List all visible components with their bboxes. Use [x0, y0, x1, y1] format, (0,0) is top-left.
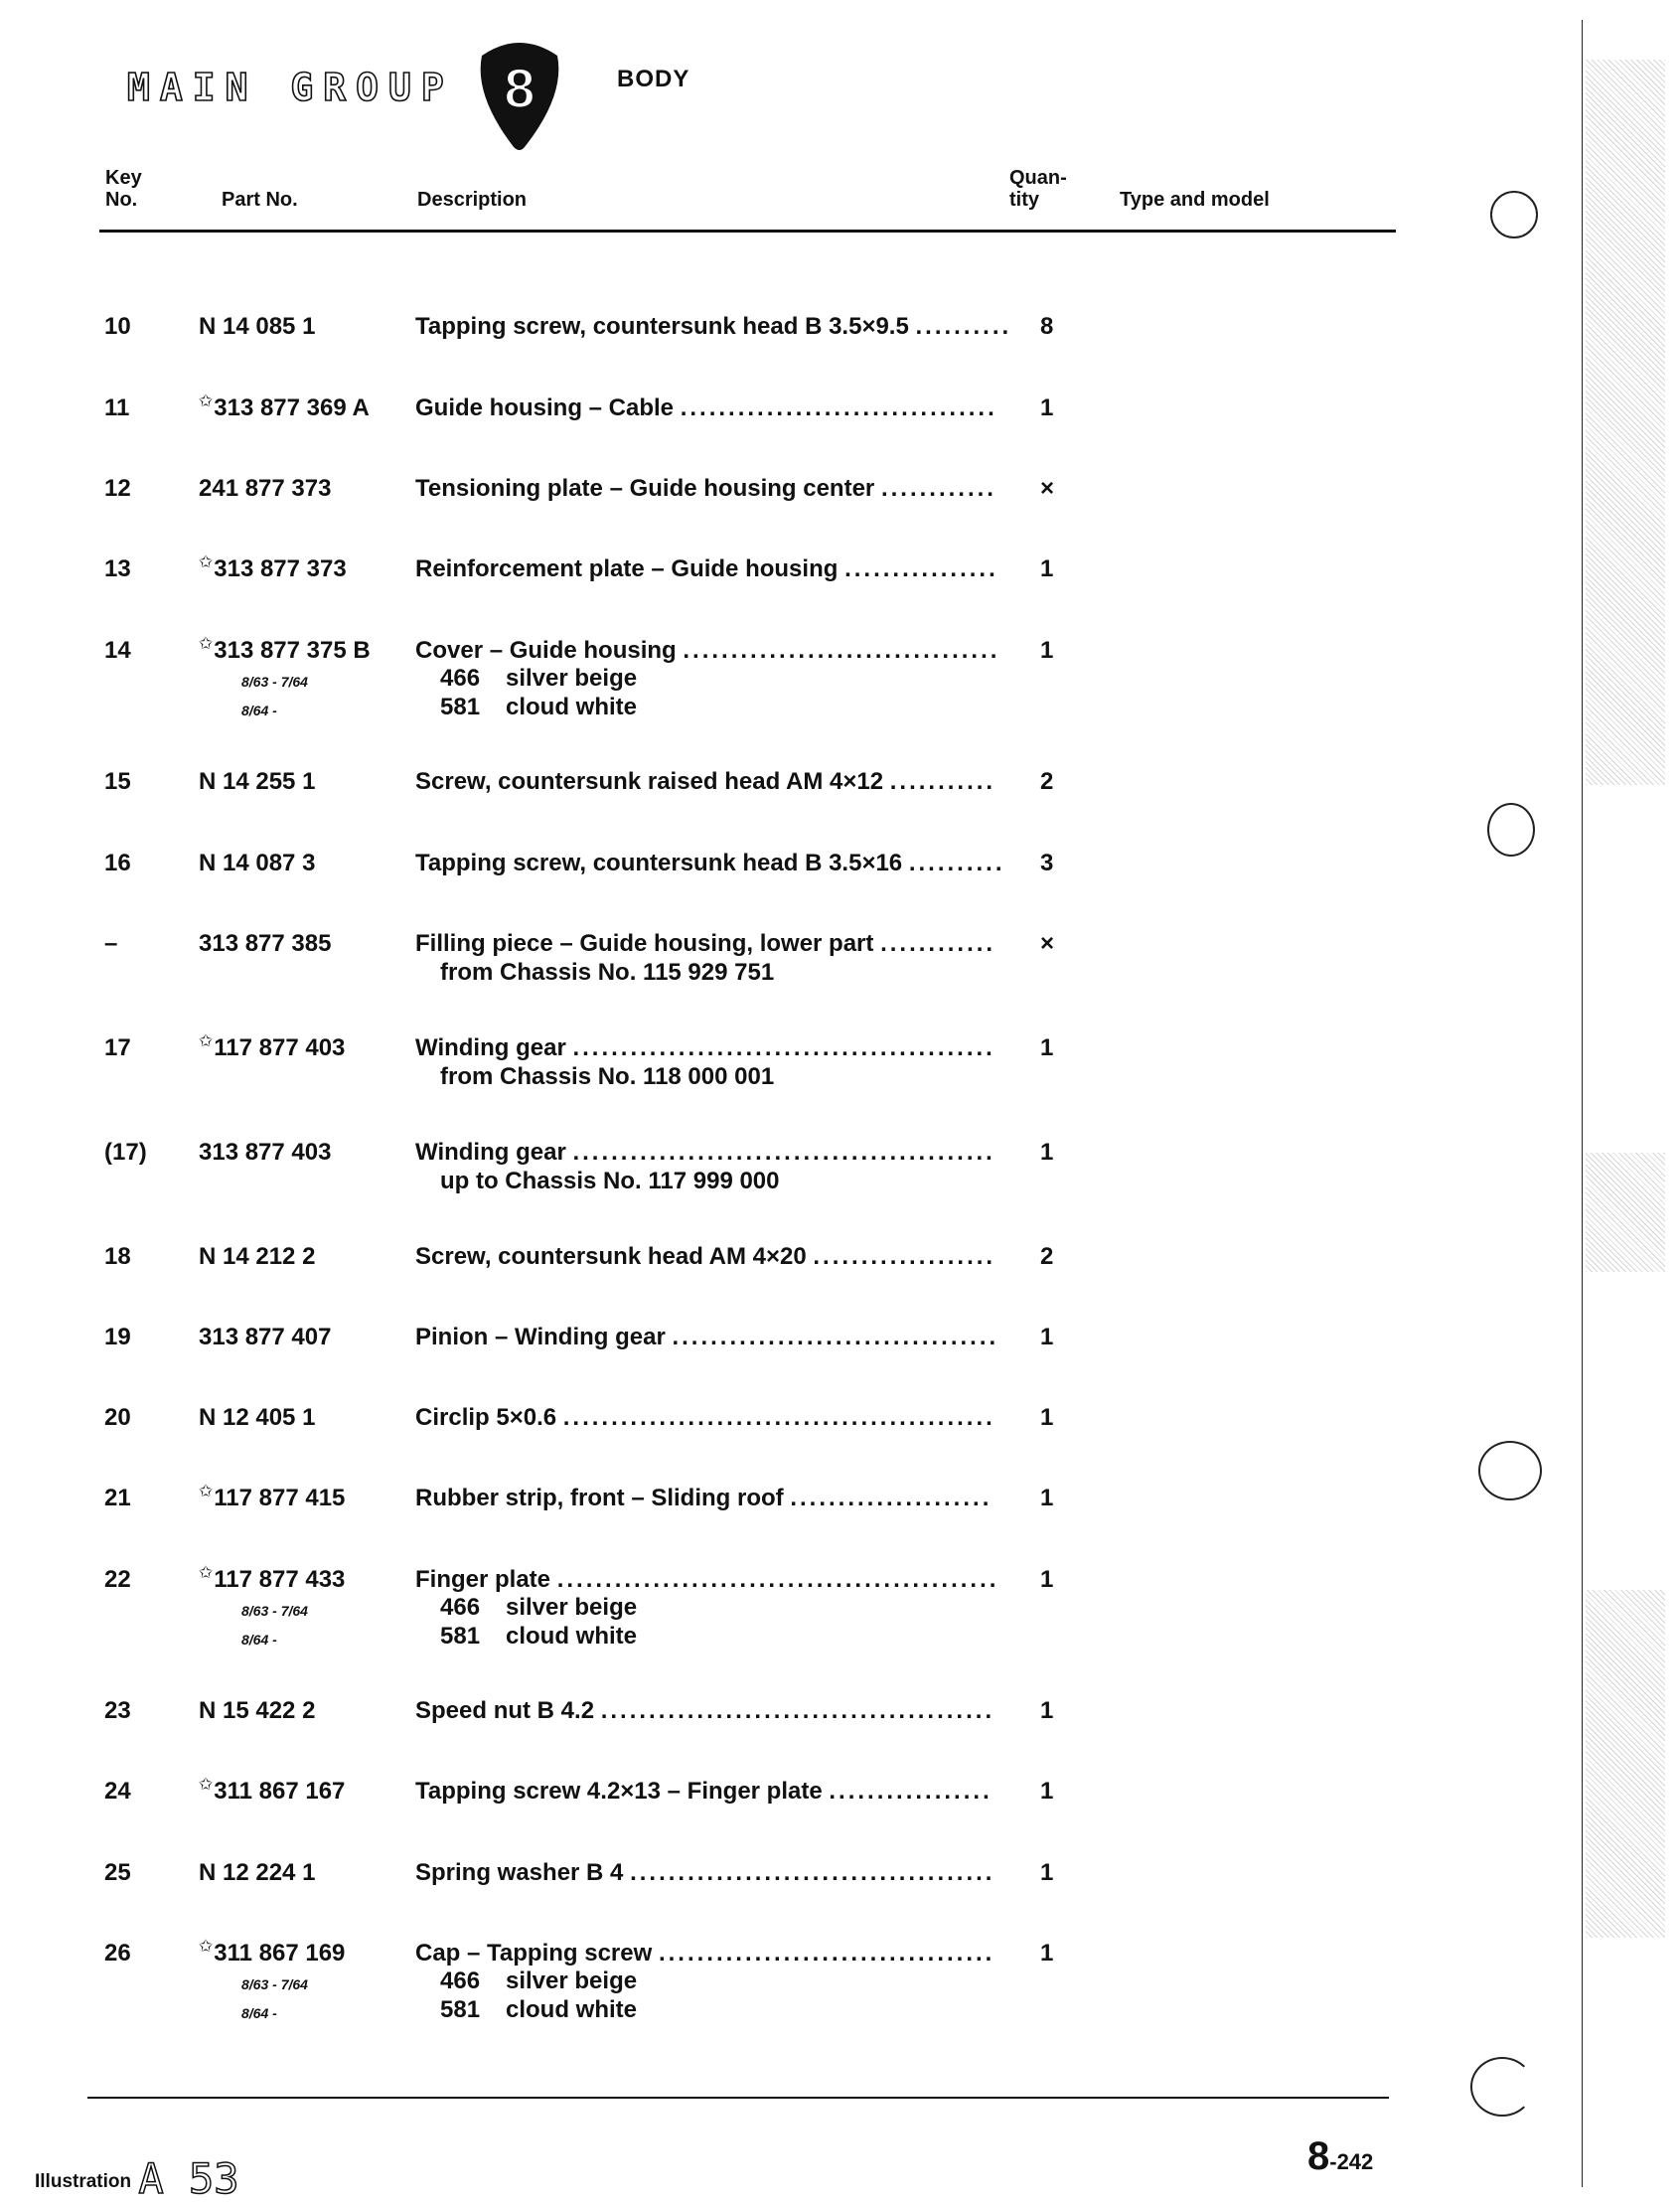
part-no-value: N 12 405 1 — [199, 1404, 316, 1431]
key-no: 20 — [104, 1404, 131, 1431]
illustration-code: A 53 — [138, 2154, 239, 2203]
date-range: 8/63 - 7/64 — [241, 1976, 308, 1992]
color-variant — [440, 1622, 637, 1651]
color-code: 581 — [440, 694, 481, 720]
page-main: 8 — [1307, 2134, 1330, 2178]
section-title: BODY — [617, 66, 690, 92]
footer-rule — [87, 2097, 1389, 2099]
part-no-value: N 14 085 1 — [199, 313, 316, 340]
part-no-value: 241 877 373 — [199, 475, 332, 502]
punch-hole — [1487, 803, 1535, 857]
key-no: 21 — [104, 1485, 131, 1511]
color-variants — [440, 1967, 637, 2024]
description — [415, 393, 997, 422]
description — [415, 1138, 995, 1195]
description — [415, 849, 1005, 877]
part-no — [199, 849, 315, 877]
key-no: 19 — [104, 1324, 131, 1350]
key-no: 16 — [104, 850, 131, 876]
date-range: 8/64 - — [241, 1632, 277, 1648]
color-name: cloud white — [506, 1996, 637, 2023]
part-no — [199, 1033, 345, 1064]
color-variant — [440, 1995, 637, 2024]
star-icon: ✩ — [199, 392, 214, 410]
part-no — [199, 1565, 345, 1596]
star-icon: ✩ — [199, 552, 214, 571]
key-no: 14 — [104, 637, 131, 664]
col-type-model: Type and model — [1120, 189, 1270, 211]
key-no: 12 — [104, 475, 131, 502]
key-no: 23 — [104, 1697, 131, 1724]
description-text: Tensioning plate – Guide housing center — [415, 475, 875, 502]
part-no — [199, 1138, 331, 1167]
quantity: 2 — [1040, 768, 1054, 795]
description-text: Circlip 5×0.6 — [415, 1404, 557, 1431]
color-variant — [440, 693, 637, 721]
group-number: 8 — [504, 57, 535, 119]
punch-hole — [1490, 191, 1538, 238]
punch-hole — [1470, 2057, 1534, 2117]
col-part-no: Part No. — [222, 189, 298, 211]
illustration-label: Illustration — [35, 2171, 132, 2192]
description-text: Reinforcement plate – Guide housing — [415, 555, 839, 582]
part-no — [199, 1696, 315, 1725]
part-no — [199, 767, 315, 796]
group-number-badge — [470, 36, 569, 155]
part-no — [199, 474, 331, 503]
scan-speckle — [1586, 60, 1665, 785]
description — [415, 1323, 998, 1351]
part-no — [199, 1323, 331, 1351]
description — [415, 1403, 995, 1432]
color-code: 581 — [440, 1996, 481, 2023]
leader-dots: ..................... — [790, 1485, 993, 1511]
col-quantity: Quan- tity — [1009, 167, 1067, 211]
description-text: Winding gear — [415, 1034, 566, 1061]
color-variants — [440, 1593, 637, 1651]
part-no — [199, 929, 331, 958]
description-text: Spring washer B 4 — [415, 1859, 624, 1886]
color-name: silver beige — [506, 1967, 638, 1994]
description-text: Winding gear — [415, 1139, 566, 1166]
description — [415, 312, 1011, 341]
part-no-value: 311 867 167 — [214, 1778, 346, 1805]
page-sub: -242 — [1329, 2149, 1374, 2174]
key-no: 17 — [104, 1034, 131, 1061]
chassis-note: from Chassis No. 115 929 751 — [440, 959, 775, 986]
date-range: 8/63 - 7/64 — [241, 1603, 308, 1619]
part-no-value: 117 877 415 — [214, 1485, 346, 1511]
key-no: 10 — [104, 313, 131, 340]
color-code: 466 — [440, 665, 481, 692]
page-number — [1307, 2134, 1373, 2179]
description-text: Pinion – Winding gear — [415, 1324, 666, 1350]
star-icon: ✩ — [199, 1482, 214, 1500]
leader-dots: ................................. — [680, 394, 997, 421]
description — [415, 1777, 993, 1806]
key-no: 15 — [104, 768, 131, 795]
quantity: × — [1040, 930, 1055, 957]
quantity: 1 — [1040, 555, 1054, 582]
quantity: 1 — [1040, 1566, 1054, 1593]
description — [415, 554, 998, 583]
key-no: 13 — [104, 555, 131, 582]
key-no: – — [104, 930, 118, 957]
description — [415, 1033, 995, 1091]
part-no-value: 313 877 375 B — [214, 637, 371, 664]
part-no — [199, 1403, 315, 1432]
part-no — [199, 1484, 345, 1514]
color-variant — [440, 1593, 637, 1622]
quantity: 1 — [1040, 1778, 1054, 1805]
description — [415, 767, 995, 796]
leader-dots: .......... — [908, 850, 1005, 876]
leader-dots: .............................................. — [556, 1566, 999, 1593]
description-text: Guide housing – Cable — [415, 394, 675, 421]
leader-dots: ............................................ — [572, 1034, 995, 1061]
key-no: 22 — [104, 1566, 131, 1593]
leader-dots: ................... — [813, 1243, 996, 1270]
color-name: cloud white — [506, 694, 637, 720]
color-name: cloud white — [506, 1623, 637, 1650]
part-no-value: 313 877 407 — [199, 1324, 332, 1350]
leader-dots: .................................. — [672, 1324, 999, 1350]
description-text: Screw, countersunk raised head AM 4×12 — [415, 768, 884, 795]
punch-hole — [1478, 1441, 1542, 1500]
description — [415, 636, 999, 665]
leader-dots: ................................... — [658, 1940, 995, 1967]
date-ranges — [241, 668, 308, 725]
description-text: Cap – Tapping screw — [415, 1940, 653, 1967]
key-no: 11 — [104, 394, 130, 421]
quantity: 1 — [1040, 1485, 1054, 1511]
color-name: silver beige — [506, 665, 638, 692]
part-no-value: N 14 255 1 — [199, 768, 316, 795]
part-no — [199, 636, 371, 667]
date-range: 8/64 - — [241, 703, 277, 718]
part-no-value: 313 877 385 — [199, 930, 332, 957]
date-range: 8/63 - 7/64 — [241, 674, 308, 690]
col-key-no: Key No. — [105, 167, 142, 211]
description-text: Speed nut B 4.2 — [415, 1697, 595, 1724]
color-variant — [440, 1967, 637, 1995]
part-no-value: 117 877 403 — [214, 1034, 346, 1061]
description-text: Cover – Guide housing — [415, 637, 677, 664]
color-code: 581 — [440, 1623, 481, 1650]
main-group-label: MAIN GROUP — [127, 66, 454, 109]
leader-dots: ............................................ — [572, 1139, 995, 1166]
description — [415, 474, 996, 503]
description-text: Tapping screw, countersunk head B 3.5×16 — [415, 850, 903, 876]
part-no — [199, 1777, 345, 1808]
part-no-value: 117 877 433 — [214, 1566, 346, 1593]
color-variant — [440, 664, 637, 693]
color-code: 466 — [440, 1967, 481, 1994]
quantity: 1 — [1040, 394, 1054, 421]
col-description: Description — [417, 189, 528, 211]
quantity: 8 — [1040, 313, 1054, 340]
description-text: Rubber strip, front – Sliding roof — [415, 1485, 784, 1511]
star-icon: ✩ — [199, 1775, 214, 1794]
binder-edge — [1582, 20, 1583, 2187]
part-no — [199, 1858, 315, 1887]
date-ranges — [241, 1970, 308, 2028]
quantity: 1 — [1040, 1139, 1054, 1166]
star-icon: ✩ — [199, 1563, 214, 1582]
part-no-value: N 12 224 1 — [199, 1859, 316, 1886]
description-text: Tapping screw 4.2×13 – Finger plate — [415, 1778, 823, 1805]
quantity: 1 — [1040, 1697, 1054, 1724]
page-header — [127, 58, 1021, 167]
star-icon: ✩ — [199, 1031, 214, 1050]
description — [415, 1565, 998, 1594]
quantity: 1 — [1040, 637, 1054, 664]
key-no: 26 — [104, 1940, 131, 1967]
leader-dots: ......................................... — [600, 1697, 995, 1724]
description — [415, 1939, 994, 1967]
quantity: 1 — [1040, 1324, 1054, 1350]
description-text: Screw, countersunk head AM 4×20 — [415, 1243, 807, 1270]
date-range: 8/64 - — [241, 2005, 277, 2021]
description-text: Tapping screw, countersunk head B 3.5×9.5 — [415, 313, 909, 340]
description-text: Finger plate — [415, 1566, 551, 1593]
quantity: × — [1040, 475, 1055, 502]
chassis-note: from Chassis No. 118 000 001 — [440, 1063, 775, 1090]
part-no-value: 313 877 369 A — [214, 394, 370, 421]
date-ranges — [241, 1597, 308, 1654]
description — [415, 1696, 994, 1725]
chassis-note: up to Chassis No. 117 999 000 — [440, 1168, 780, 1194]
quantity: 2 — [1040, 1243, 1054, 1270]
description — [415, 1242, 995, 1271]
part-no-value: N 15 422 2 — [199, 1697, 316, 1724]
part-no-value: 313 877 403 — [199, 1139, 332, 1166]
leader-dots: ...................................... — [630, 1859, 995, 1886]
description — [415, 1484, 992, 1512]
part-no-value: 313 877 373 — [214, 555, 347, 582]
leader-dots: ................ — [844, 555, 998, 582]
scan-speckle — [1586, 1153, 1665, 1272]
part-no-value: N 14 212 2 — [199, 1243, 316, 1270]
description-text: Filling piece – Guide housing, lower part — [415, 930, 874, 957]
quantity: 1 — [1040, 1404, 1054, 1431]
leader-dots: ........... — [889, 768, 996, 795]
leader-dots: ............ — [880, 930, 996, 957]
quantity: 3 — [1040, 850, 1054, 876]
part-no — [199, 1242, 315, 1271]
key-no: 24 — [104, 1778, 131, 1805]
part-no — [199, 554, 347, 585]
scan-speckle — [1586, 1590, 1665, 1938]
description — [415, 1858, 994, 1887]
part-no — [199, 312, 315, 341]
leader-dots: ................. — [829, 1778, 993, 1805]
part-no-value: 311 867 169 — [214, 1940, 346, 1967]
header-rule — [99, 230, 1396, 233]
color-name: silver beige — [506, 1594, 638, 1621]
color-variants — [440, 664, 637, 721]
quantity: 1 — [1040, 1859, 1054, 1886]
leader-dots: ............ — [880, 475, 996, 502]
leader-dots: ............................................. — [562, 1404, 995, 1431]
quantity: 1 — [1040, 1940, 1054, 1967]
part-no-value: N 14 087 3 — [199, 850, 316, 876]
part-no — [199, 393, 370, 424]
color-code: 466 — [440, 1594, 481, 1621]
description — [415, 929, 995, 987]
key-no: 25 — [104, 1859, 131, 1886]
leader-dots: .......... — [915, 313, 1012, 340]
illustration-ref — [35, 2148, 239, 2203]
key-no: (17) — [104, 1139, 147, 1166]
quantity: 1 — [1040, 1034, 1054, 1061]
star-icon: ✩ — [199, 634, 214, 653]
star-icon: ✩ — [199, 1937, 214, 1956]
leader-dots: ................................. — [683, 637, 1000, 664]
key-no: 18 — [104, 1243, 131, 1270]
part-no — [199, 1939, 345, 1969]
